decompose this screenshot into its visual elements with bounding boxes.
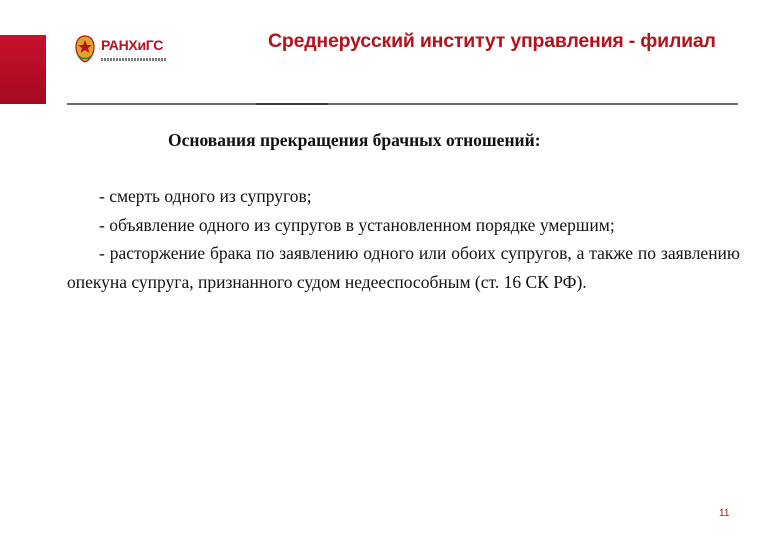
list-item: - расторжение брака по заявлению одного или обоих супругов, а также по заявлению опекуна супруга, признанного судом недееспособным (ст. 16 СК РФ). [67, 243, 740, 292]
header-divider [67, 103, 738, 105]
ranepa-logo [72, 32, 172, 66]
list-item: - объявление одного из супругов в установленном порядке умершим; [99, 214, 615, 235]
page-number: 11 [719, 508, 730, 519]
ranepa-emblem-icon [72, 34, 98, 64]
logo-subtitle [101, 58, 167, 61]
slide-heading: Основания прекращения брачных отношений: [168, 130, 541, 150]
header-divider-accent [256, 103, 328, 105]
red-accent-bar [0, 35, 46, 104]
list-item: - смерть одного из супругов; [99, 186, 312, 206]
header-title: Среднерусский институт управления - филиал [268, 30, 716, 52]
slide-body [67, 182, 740, 296]
logo-text: РАНХиГС [101, 37, 164, 53]
